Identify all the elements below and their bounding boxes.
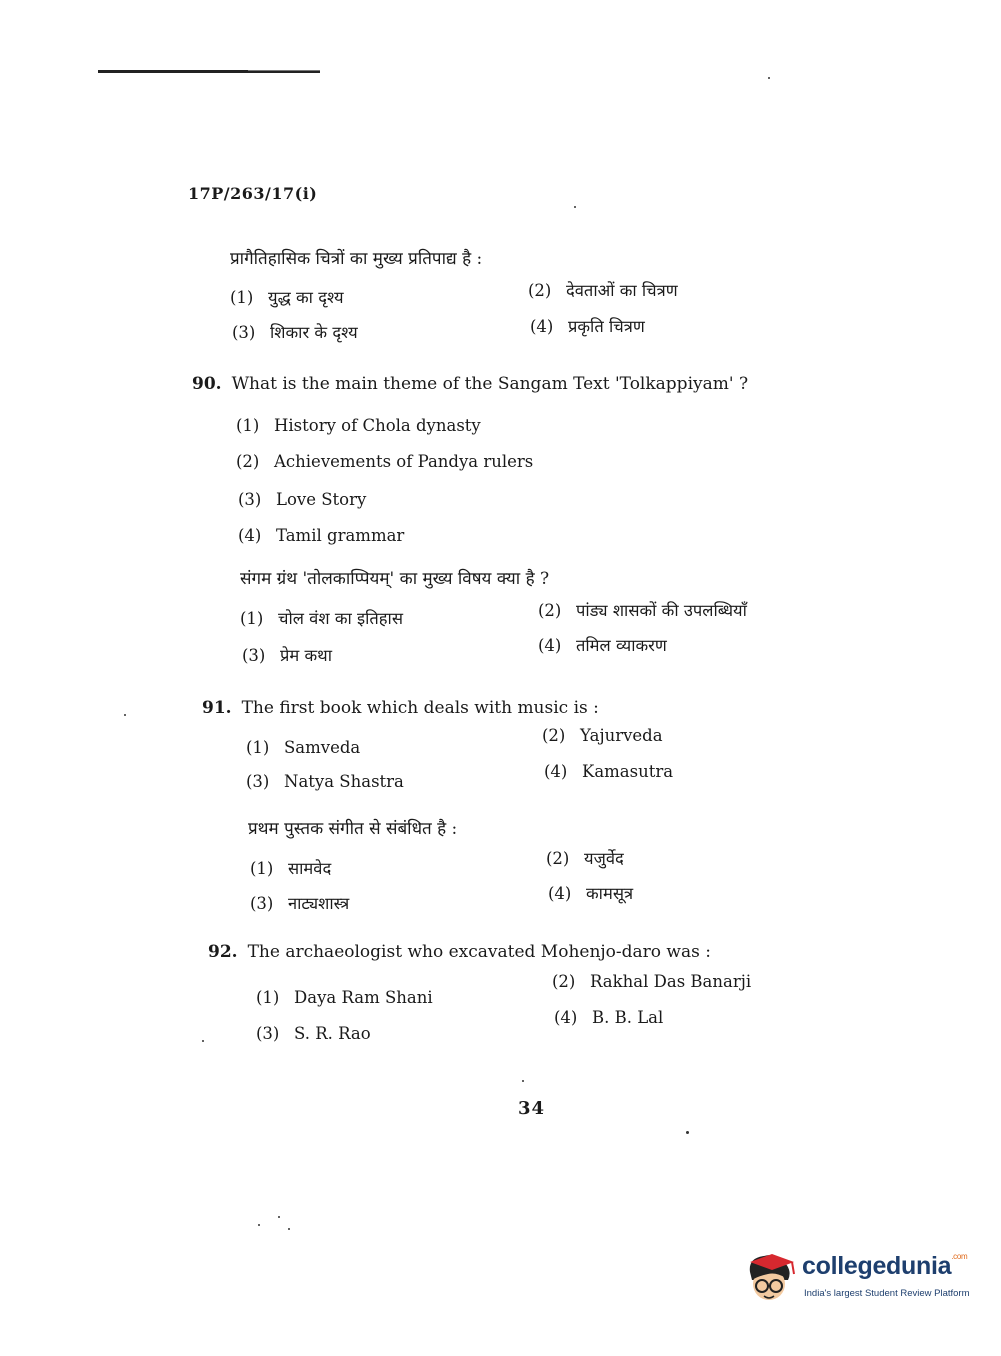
collegedunia-logo [742, 1250, 972, 1310]
top-rule [98, 70, 320, 73]
scan-speck [522, 1080, 524, 1082]
q91-option-2: (2) Yajurveda [542, 726, 663, 745]
scan-speck [288, 1228, 290, 1230]
q92-option-3: (3) S. R. Rao [256, 1024, 371, 1043]
q90-hindi-option-1: (1) चोल वंश का इतिहास [240, 609, 403, 628]
scan-speck [258, 1224, 260, 1226]
q91-hindi-option-2: (2) यजुर्वेद [546, 849, 624, 868]
q91-option-1: (1) Samveda [246, 738, 361, 757]
q91-question: 91. The first book which deals with music is : [202, 698, 599, 718]
q90-option-1: (1) History of Chola dynasty [236, 416, 481, 435]
q90-option-2: (2) Achievements of Pandya rulers [236, 452, 534, 471]
q90-option-4: (4) Tamil grammar [238, 526, 405, 545]
scan-speck [202, 1040, 204, 1042]
q89-hindi-option-2: (2) देवताओं का चित्रण [528, 281, 678, 300]
q90-option-3: (3) Love Story [238, 490, 367, 509]
q90-hindi-option-2: (2) पांड्य शासकों की उपलब्धियाँ [538, 601, 747, 620]
q89-hindi-option-3: (3) शिकार के दृश्य [232, 323, 358, 342]
q91-hindi-option-4: (4) कामसूत्र [548, 884, 634, 903]
q90-hindi-option-4: (4) तमिल व्याकरण [538, 636, 667, 655]
q92-option-4: (4) B. B. Lal [554, 1008, 664, 1027]
scan-speck [278, 1216, 280, 1218]
q92-option-2: (2) Rakhal Das Banarji [552, 972, 752, 991]
scan-speck [768, 77, 770, 79]
paper-code: 17P/263/17(i) [188, 184, 318, 203]
q90-question: 90. What is the main theme of the Sangam Text 'Tolkappiyam' ? [192, 374, 749, 394]
logo-tagline: India's largest Student Review Platform [804, 1288, 970, 1299]
logo-brand: collegedunia$^{.com}$ [802, 1252, 968, 1280]
scan-speck [686, 1131, 689, 1134]
q89-hindi-option-4: (4) प्रकृति चित्रण [530, 317, 645, 336]
scan-speck [124, 714, 126, 716]
q89-hindi-question: प्रागैतिहासिक चित्रों का मुख्य प्रतिपाद्य है : [230, 249, 483, 269]
q91-option-3: (3) Natya Shastra [246, 772, 404, 791]
q91-hindi-option-1: (1) सामवेद [250, 859, 332, 878]
q91-hindi-question: प्रथम पुस्तक संगीत से संबंधित है : [248, 819, 458, 839]
q90-hindi-question: संगम ग्रंथ 'तोलकाप्पियम्' का मुख्य विषय क्या है ? [240, 569, 550, 589]
scan-speck [574, 206, 576, 208]
mascot-icon [742, 1250, 800, 1310]
q90-hindi-option-3: (3) प्रेम कथा [242, 646, 332, 665]
q92-option-1: (1) Daya Ram Shani [256, 988, 433, 1007]
q91-option-4: (4) Kamasutra [544, 762, 674, 781]
q92-question: 92. The archaeologist who excavated Mohenjo-daro was : [208, 942, 711, 962]
q91-hindi-option-3: (3) नाट्यशास्त्र [250, 894, 350, 913]
page-number: 34 [518, 1098, 546, 1119]
q89-hindi-option-1: (1) युद्ध का दृश्य [230, 288, 344, 307]
